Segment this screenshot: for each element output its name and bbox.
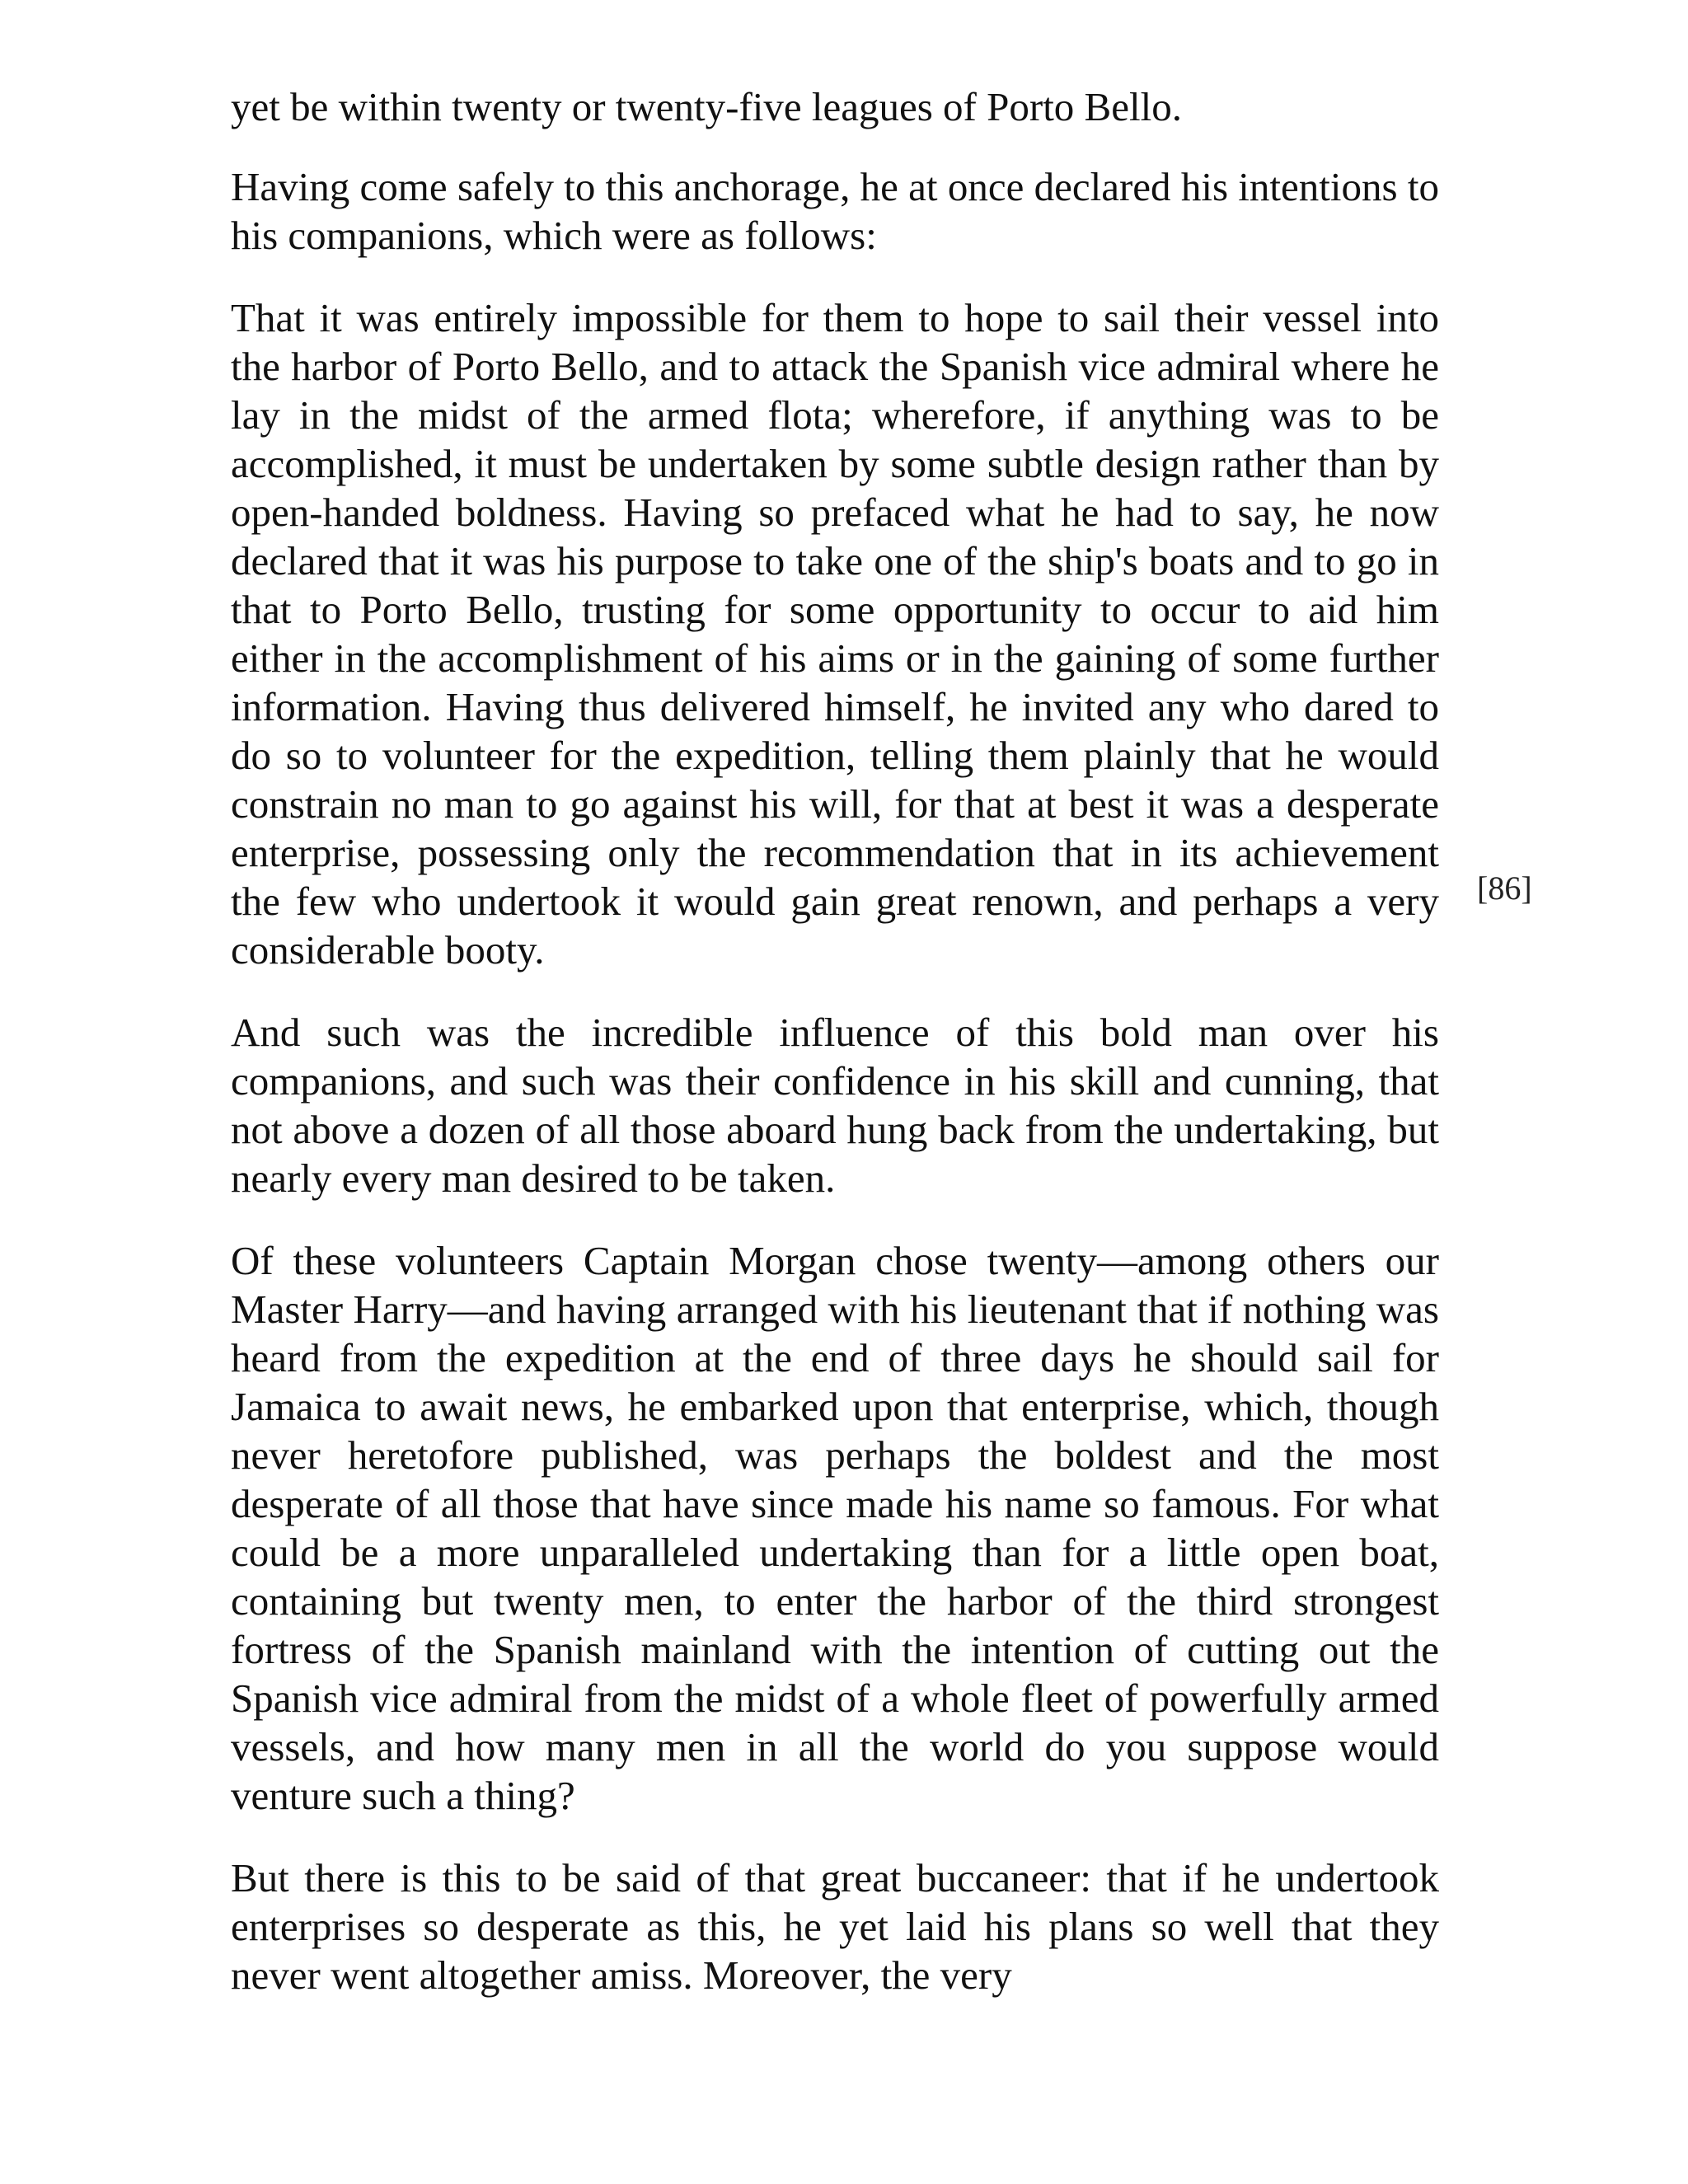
paragraph-1: yet be within twenty or twenty-five leagues of Porto Bello. <box>231 84 1182 129</box>
page-number: [86] <box>1477 869 1532 907</box>
paragraph-3: That it was entirely impossible for them to hope to sail their vessel into the harbor of Porto Bello, and to attack the Spanish vice admiral where he lay in the midst of the armed flota; wherefore, if anything was to be accomplished, it must be undertaken by some subtle design rather than by open-handed boldness. Having so prefaced what he had to say, he now declared that it was his purpose to take one of the ship's boats and to go in that to Porto Bello, trusting for some opportunity to occur to aid him either in the accomplishment of his aims or in the gaining of some further information. Having thus delivered himself, he invited any who dared to do so to volunteer for the expedition, telling them plainly that he would constrain no man to go against his will, for that at best it was a desperate enterprise, possessing only the recommendation that in its achievement the few who undertook it would gain great renown, and perhaps a very considerable booty. <box>231 295 1439 972</box>
document-body <box>231 82 1439 2033</box>
paragraph-6: But there is this to be said of that great buccaneer: that if he undertook enterprises so desperate as this, he yet laid his plans so well that they never went altogether amiss. Moreover, the very <box>231 1855 1439 1998</box>
paragraph-2: Having come safely to this anchorage, he at once declared his intentions to his companions, which were as follows: <box>231 164 1439 258</box>
paragraph-5: Of these volunteers Captain Morgan chose twenty—among others our Master Harry—and having arranged with his lieutenant that if nothing was heard from the expedition at the end of three days he should sail for Jamaica to await news, he embarked upon that enterprise, which, though never heretofore published, was perhaps the boldest and the most desperate of all those that have since made his name so famous. For what could be a more unparalleled undertaking than for a little open boat, containing but twenty men, to enter the harbor of the third strongest fortress of the Spanish mainland with the intention of cutting out the Spanish vice admiral from the midst of a whole fleet of powerfully armed vessels, and how many men in all the world do you suppose would venture such a thing? <box>231 1238 1439 1818</box>
paragraph-4: And such was the incredible influence of this bold man over his companions, and such was their confidence in his skill and cunning, that not above a dozen of all those aboard hung back from the undertaking, but nearly every man desired to be taken. <box>231 1010 1439 1201</box>
